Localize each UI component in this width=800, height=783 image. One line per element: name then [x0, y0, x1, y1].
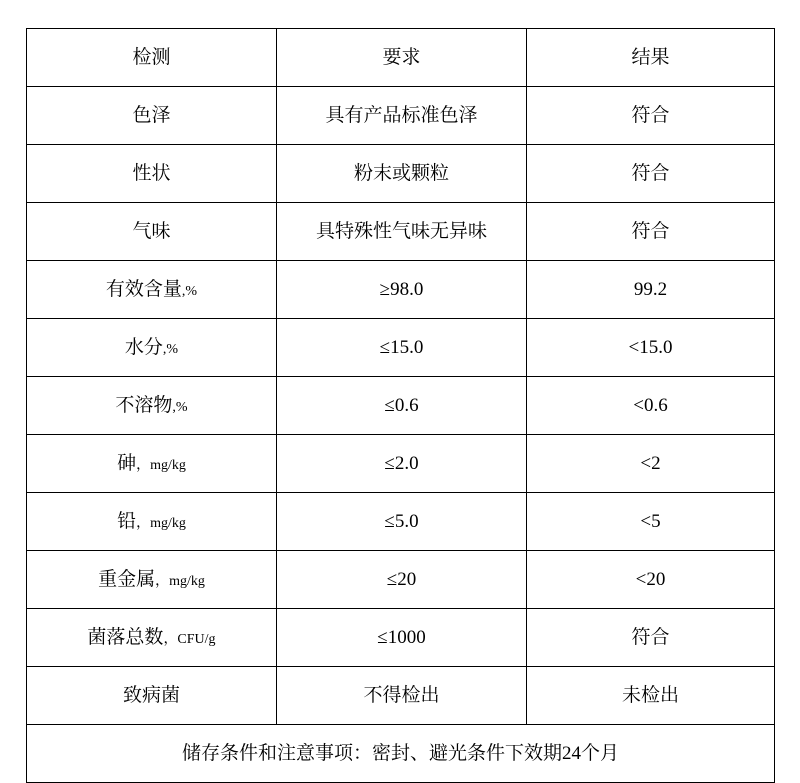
table-row: [27, 203, 775, 261]
item-name: 菌落总数: [87, 626, 164, 648]
cell-item: [27, 493, 277, 551]
table-row: [27, 667, 775, 725]
cell-item: [27, 203, 277, 261]
cell-result: 符合: [527, 609, 775, 667]
table-row: [27, 261, 775, 319]
cell-item: [27, 145, 277, 203]
cell-requirement: ≤20: [277, 551, 527, 609]
item-name: 性状: [132, 162, 171, 184]
cell-requirement: ≤1000: [277, 609, 527, 667]
item-unit: ，CFU/g: [163, 631, 216, 647]
item-unit: ,%: [181, 283, 198, 299]
item-name: 铅: [117, 510, 137, 532]
cell-item: [27, 609, 277, 667]
item-unit: ,%: [172, 399, 188, 415]
table-row: [27, 435, 775, 493]
table-row: [27, 609, 775, 667]
item-unit: ，mg/kg: [136, 515, 186, 531]
cell-item: [27, 319, 277, 377]
item-name: 有效含量: [105, 278, 182, 300]
cell-item: [27, 261, 277, 319]
column-header-item: 检测: [27, 29, 277, 87]
table-row: [27, 319, 775, 377]
cell-result: 99.2: [527, 261, 775, 319]
table-row: [27, 377, 775, 435]
table-row: [27, 145, 775, 203]
item-unit: ，mg/kg: [136, 457, 186, 473]
item-unit: ，mg/kg: [155, 573, 205, 589]
column-header-result: 结果: [527, 29, 775, 87]
cell-requirement: 不得检出: [277, 667, 527, 725]
cell-result: <15.0: [527, 319, 775, 377]
cell-result: 符合: [527, 145, 775, 203]
item-name: 色泽: [132, 104, 171, 126]
cell-result: <2: [527, 435, 775, 493]
item-name: 致病菌: [122, 684, 180, 706]
cell-requirement: ≤2.0: [277, 435, 527, 493]
cell-requirement: ≤15.0: [277, 319, 527, 377]
table-footnote-row: [27, 725, 775, 783]
specification-table: [26, 28, 775, 783]
cell-result: <20: [527, 551, 775, 609]
cell-result: 符合: [527, 87, 775, 145]
column-header-requirement: 要求: [277, 29, 527, 87]
item-name: 水分: [124, 336, 163, 358]
cell-result: <5: [527, 493, 775, 551]
storage-note: 储存条件和注意事项：密封、避光条件下效期24个月: [27, 725, 775, 783]
cell-result: 未检出: [527, 667, 775, 725]
cell-item: [27, 435, 277, 493]
cell-result: <0.6: [527, 377, 775, 435]
cell-requirement: ≤0.6: [277, 377, 527, 435]
cell-result: 符合: [527, 203, 775, 261]
cell-requirement: ≥98.0: [277, 261, 527, 319]
item-name: 气味: [132, 220, 171, 242]
cell-item: [27, 667, 277, 725]
item-name: 重金属: [98, 568, 156, 590]
item-name: 砷: [117, 452, 137, 474]
item-unit: ,%: [162, 341, 179, 357]
table-row: [27, 551, 775, 609]
table-row: [27, 87, 775, 145]
table-row: [27, 493, 775, 551]
cell-requirement: 粉末或颗粒: [277, 145, 527, 203]
cell-item: [27, 377, 277, 435]
cell-requirement: ≤5.0: [277, 493, 527, 551]
item-name: 不溶物: [115, 394, 173, 416]
cell-requirement: 具特殊性气味无异味: [277, 203, 527, 261]
table-header-row: [27, 29, 775, 87]
cell-item: [27, 87, 277, 145]
cell-item: [27, 551, 277, 609]
cell-requirement: 具有产品标准色泽: [277, 87, 527, 145]
